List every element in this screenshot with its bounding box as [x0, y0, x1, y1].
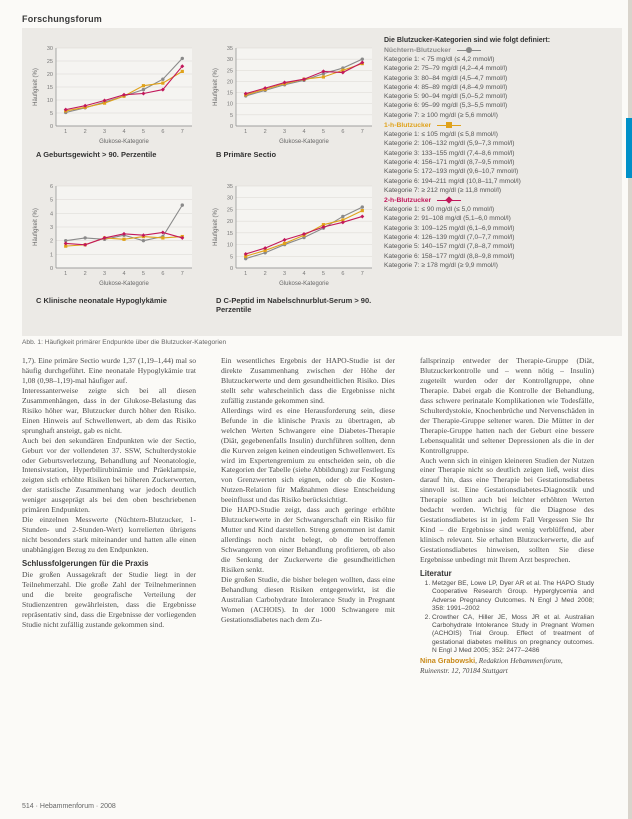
- legend-series-name: 1-h-Blutzucker: [384, 122, 432, 130]
- x-tick-label: 1: [64, 271, 68, 277]
- paragraph: Ein wesentliches Ergebnis der HAPO-Studie ist der direkte Zusammenhang zwischen der Höhe der Blutzuckerwerte und dem gesundheitlichen Risiko. Dies stellt sehr wahrscheinlich dass die Ergebnisse nicht zufällig zustande gekommen sind.: [221, 356, 395, 405]
- y-tick-label: 35: [226, 184, 233, 190]
- x-tick-label: 1: [244, 271, 248, 277]
- chart-a: [30, 42, 198, 146]
- legend-category: Kategorie 6: 194–211 mg/dl (10,8–11,7 mmol/l): [384, 177, 521, 185]
- legend-category: Kategorie 2: 106–132 mg/dl (5,9–7,3 mmol/l): [384, 140, 515, 148]
- legend-group: [384, 121, 616, 195]
- y-tick-label: 0: [49, 124, 53, 130]
- y-tick-label: 5: [229, 254, 233, 261]
- data-point: [83, 236, 86, 239]
- chart-d-caption: D C-Peptid im Nabelschnurblut-Serum > 90. Perzentile: [216, 296, 372, 314]
- x-tick-label: 2: [83, 129, 87, 135]
- legend-group-heading: [384, 46, 616, 55]
- legend-group-heading: [384, 121, 616, 130]
- y-tick-label: 2: [49, 238, 53, 245]
- paragraph: 1,7). Eine primäre Sectio wurde 1,37 (1,19–1,44) mal so häufig durchgeführt. Eine neonatale Hypoglykämie trat 1,08 (0,98–1,19)-mal häufiger auf.: [22, 356, 196, 385]
- y-axis-label: Häufigkeit (%): [213, 208, 219, 246]
- data-point: [181, 203, 184, 206]
- author-affiliation: , Redaktion Hebammenforum,: [475, 655, 563, 665]
- text-column-2: [221, 356, 395, 625]
- author-line: [420, 656, 594, 666]
- section-heading: Schlussfolgerungen für die Praxis: [22, 559, 149, 569]
- x-axis-label: Glukose-Kategorie: [279, 281, 329, 287]
- y-tick-label: 0: [229, 266, 233, 272]
- y-tick-label: 25: [226, 68, 233, 75]
- y-tick-label: 5: [229, 112, 233, 119]
- legend-category: Kategorie 7: ≥ 100 mg/dl (≥ 5,6 mmol/l): [384, 111, 498, 119]
- x-axis-label: Glukose-Kategorie: [99, 139, 149, 145]
- y-tick-label: 0: [229, 124, 233, 130]
- y-tick-label: 5: [49, 111, 53, 117]
- x-tick-label: 1: [64, 129, 68, 135]
- y-tick-label: 30: [226, 57, 233, 64]
- y-tick-label: 30: [46, 46, 53, 52]
- y-axis-label: Häufigkeit (%): [213, 68, 219, 106]
- y-tick-label: 1: [49, 252, 53, 259]
- x-tick-label: 2: [83, 271, 87, 277]
- y-tick-label: 3: [49, 225, 53, 231]
- legend-category: Kategorie 1: ≤ 105 mg/dl (≤ 5,8 mmol/l): [384, 131, 498, 139]
- author-address: Ruinenstr. 12, 70184 Stuttgart: [420, 665, 508, 675]
- data-point: [161, 82, 164, 85]
- page-footer: 514 · Hebammenforum · 2008: [22, 803, 116, 810]
- y-tick-label: 20: [226, 219, 233, 226]
- data-point: [142, 239, 145, 242]
- x-tick-label: 7: [180, 271, 184, 277]
- legend-category: Kategorie 7: ≥ 212 mg/dl (≥ 11,8 mmol/l): [384, 186, 502, 194]
- x-tick-label: 6: [161, 129, 165, 135]
- y-tick-label: 35: [226, 46, 233, 52]
- legend-category: Kategorie 7: ≥ 178 mg/dl (≥ 9,9 mmol/l): [384, 261, 498, 269]
- legend-category: Kategorie 3: 133–155 mg/dl (7,4–8,6 mmol/l): [384, 149, 515, 157]
- data-point: [161, 78, 164, 81]
- legend-category: Kategorie 4: 156–171 mg/dl (8,7–9,5 mmol/l): [384, 158, 515, 166]
- legend-category: Kategorie 3: 109–125 mg/dl (6,1–6,9 mmol/l): [384, 224, 515, 232]
- author-name: Nina Grabowski: [420, 655, 476, 665]
- paragraph: Die HAPO-Studie zeigt, dass auch geringe erhöhte Blutzuckerwerte in der Schwangerschaft ein Risiko für Mutter und Kind darstellen. Streng genommen ist damit allerdings noch nicht belegt, ob die betroffenen Schwangeren von einer Behandlung profitieren, ob also die Senkung der Zuckerwerte die gesundheitlichen Risiken senkt.: [221, 505, 395, 575]
- legend-line-swatch: [437, 200, 461, 201]
- legend-line-swatch: [437, 125, 461, 126]
- figure-caption: Abb. 1: Häufigkeit primärer Endpunkte über die Blutzucker-Kategorien: [22, 339, 227, 346]
- legend-category: Kategorie 5: 172–193 mg/dl (9,6–10,7 mmol/l): [384, 168, 519, 176]
- chart-c-caption: C Klinische neonatale Hypoglykämie: [36, 296, 167, 305]
- legend-category: Kategorie 4: 126–139 mg/dl (7,0–7,7 mmol/l): [384, 234, 515, 242]
- data-point: [181, 70, 184, 73]
- data-point: [142, 88, 145, 91]
- y-axis-label: Häufigkeit (%): [33, 208, 39, 246]
- data-point: [322, 75, 325, 78]
- chart-d: [210, 180, 378, 288]
- paragraph: Allerdings wird es eine Herausforderung sein, diese Befunde in die klinische Praxis zu übertragen, ab welchen Werten Schwangere eine Diabetes-Therapie (Diät, gegebenenfalls Insulin) durchführen sollten, denn die Kurven zeigen keinen eindeutigen Schwellenwert. Es wird im Expertengremium zu entscheiden sein, ob die Kategorien der Tabelle (siehe Abbildung) zur Festlegung von Grenzwerten sich eignen, oder ob die Kosten-Nutzen-Relation für Maßnahmen diese Entscheidung beeinflusst und das Risiko berücksichtigt.: [221, 405, 395, 505]
- x-axis-label: Glukose-Kategorie: [99, 281, 149, 287]
- reference-item: 2. Crowther CA, Hiller JE, Moss JR et al. Australian Carbohydrate Intolerance Study in Pregnant Women (ACHOIS) Trial Group. Effect of treatment of gestational diabetes mellitus on pregnancy outcomes. N Engl J Med 2005; 352: 2477–2486: [432, 614, 594, 656]
- x-tick-label: 5: [141, 271, 145, 277]
- legend-category: Kategorie 1: ≤ 90 mg/dl (≤ 5,0 mmol/l): [384, 206, 495, 214]
- y-tick-label: 25: [226, 207, 233, 214]
- reference-list: [420, 580, 594, 656]
- y-tick-label: 6: [49, 184, 53, 190]
- legend-group-heading: [384, 196, 616, 205]
- y-tick-label: 10: [226, 242, 233, 249]
- paragraph: Interessanterweise zeigte sich bei all diesen Zusammenhängen, dass in der Glukose-Belastung das Risiko höher war, Blutzucker durch höher den Risiko. Einen Hinweis auf Schwellenwert, ab dem das Risiko sprunghaft ansteigt, gab es nicht.: [22, 385, 196, 435]
- x-tick-label: 2: [263, 271, 267, 277]
- data-point: [341, 215, 344, 218]
- legend-category: Kategorie 2: 91–108 mg/dl (5,1–6,0 mmol/l): [384, 215, 511, 223]
- data-point: [122, 238, 125, 241]
- data-point: [283, 242, 286, 245]
- y-tick-label: 20: [46, 72, 53, 78]
- x-tick-label: 4: [122, 271, 126, 277]
- paragraph: Die großen Aussagekraft der Studie liegt in der Teilnehmerzahl. Die große Zahl der Teilnehmerinnen und die breite geografische Verteilung der Studienzentren gewährleisten, dass die Ergebnisse repräsentativ sind, dass die Ergebnisse der vorliegenden Studie nicht zufällig zustande gekommen sind.: [22, 570, 196, 629]
- x-tick-label: 6: [161, 271, 165, 277]
- legend-category: Kategorie 3: 80–84 mg/dl (4,5–4,7 mmol/l): [384, 74, 508, 82]
- x-tick-label: 3: [283, 271, 287, 277]
- legend-marker: [446, 122, 452, 128]
- legend-title: Die Blutzucker-Kategorien sind wie folgt definiert:: [384, 37, 551, 44]
- section-header: Forschungsforum: [22, 14, 103, 24]
- data-point: [361, 57, 364, 60]
- text-column-1: [22, 356, 196, 630]
- y-tick-label: 30: [226, 195, 233, 202]
- legend-group: [384, 196, 616, 270]
- legend-series-name: 2-h-Blutzucker: [384, 197, 432, 205]
- section-tab: [626, 118, 632, 178]
- chart-c: [30, 180, 198, 288]
- chart-b: [210, 42, 378, 146]
- legend-category: Kategorie 5: 90–94 mg/dl (5,0–5,2 mmol/l): [384, 93, 508, 101]
- legend-series-name: Nüchtern-Blutzucker: [384, 47, 451, 54]
- legend-marker: [446, 197, 453, 204]
- x-tick-label: 4: [302, 129, 306, 135]
- y-tick-label: 15: [46, 85, 53, 91]
- y-tick-label: 15: [226, 230, 233, 237]
- y-tick-label: 20: [226, 79, 233, 86]
- x-axis-label: Glukose-Kategorie: [279, 139, 329, 145]
- paragraph: Die großen Studie, die bisher belegen wollten, dass eine Behandlung diesen Risiken entgegenwirkt, ist die Australian Carbohydrate Intolerance Study in Pregnant Women (ACHOIS). In der 1000 Schwangere mit Gestationsdiabetes nach dem Zu-: [221, 574, 395, 624]
- paragraph: Auch bei den sekundären Endpunkten wie der Sectio, Geburt vor der vollendeten 37. SSW, Schulterdystokie oder Geburtsverletzung, Behandlung auf Neonatologie, Intensivstation, Hyperbilirubinämie und Präeklampsie, zeigten sich erhöhte Risiken bei höheren Zuckerwerten, der statistische Zusammenhang war jedoch deutlich weniger ausgeprägt als bei den oben beschriebenen primären Endpunkten.: [22, 435, 196, 515]
- legend-category: Kategorie 6: 95–99 mg/dl (5,3–5,5 mmol/l): [384, 102, 508, 110]
- legend-category: Kategorie 4: 85–89 mg/dl (4,8–4,9 mmol/l): [384, 83, 508, 91]
- x-tick-label: 5: [321, 271, 325, 277]
- x-tick-label: 3: [283, 129, 287, 135]
- x-tick-label: 5: [321, 129, 325, 135]
- y-tick-label: 25: [46, 59, 53, 65]
- y-tick-label: 0: [49, 266, 53, 272]
- legend-group: [384, 46, 616, 120]
- x-tick-label: 6: [341, 129, 345, 135]
- y-axis-label: Häufigkeit (%): [33, 68, 39, 106]
- paragraph: fallsprinzip entweder der Therapie-Gruppe (Diät, Blutzuckerkontrolle und – wenn nötig – Insulin) zugeteilt wurden oder der Kontrollgruppe, ohne Therapie. Dabei ergab die Kontrolle der Behandlung, dass schwere perinatale Komplikationen wie Todesfälle, Schulterdystokie, Knochenbrüche und Nervenschäden in der Therapie-Gruppe seltener waren. Die Mütter in der Therapie-Gruppe hatten nach der Geburt eine bessere Lebensqualität und seltener Depressionen als die in der Kontrollgruppe.: [420, 356, 594, 455]
- x-tick-label: 7: [360, 129, 364, 135]
- figure: [22, 28, 622, 336]
- legend-category: Kategorie 5: 140–157 mg/dl (7,8–8,7 mmol/l): [384, 243, 515, 251]
- legend-category: Kategorie 6: 158–177 mg/dl (8,8–9,8 mmol/l): [384, 252, 515, 260]
- reference-item: 1. Metzger BE, Lowe LP, Dyer AR et al. The HAPO Study Cooperative Research Group. Hyperglycemia and Adverse Pregnancy Outcomes. N Engl J Med 2008; 358: 1991–2002: [432, 580, 594, 614]
- data-point: [361, 205, 364, 208]
- chart-b-caption: B Primäre Sectio: [216, 150, 277, 159]
- data-point: [181, 57, 184, 60]
- y-tick-label: 10: [226, 101, 233, 108]
- x-tick-label: 2: [263, 129, 267, 135]
- x-tick-label: 7: [360, 271, 364, 277]
- x-tick-label: 6: [341, 271, 345, 277]
- y-tick-label: 5: [49, 197, 53, 204]
- section-heading: Literatur: [420, 569, 452, 579]
- x-tick-label: 5: [141, 129, 145, 135]
- x-tick-label: 3: [103, 129, 107, 135]
- y-tick-label: 15: [226, 90, 233, 97]
- legend-category: Kategorie 2: 75–79 mg/dl (4,2–4,4 mmol/l): [384, 65, 508, 73]
- legend-category: Kategorie 1: < 75 mg/dl (≤ 4,2 mmol/l): [384, 56, 495, 63]
- x-tick-label: 3: [103, 271, 107, 277]
- x-tick-label: 1: [244, 129, 248, 135]
- paragraph: Die einzelnen Messwerte (Nüchtern-Blutzucker, 1-Stunden- und 2-Stunden-Wert) korrelierten übrigens nicht besonders stark miteinander und hatten alle einen unabhängigen Bezug zu den Endpunkten.: [22, 515, 196, 555]
- legend: [384, 36, 616, 270]
- plot-area: [236, 48, 372, 126]
- y-tick-label: 10: [46, 98, 53, 104]
- x-tick-label: 4: [302, 271, 306, 277]
- data-point: [161, 236, 164, 239]
- data-point: [142, 84, 145, 87]
- y-tick-label: 4: [49, 211, 53, 218]
- x-tick-label: 4: [122, 129, 126, 135]
- legend-line-swatch: [457, 50, 481, 51]
- legend-marker: [466, 47, 472, 53]
- paragraph: Auch wenn sich in einigen kleineren Studien der Nutzen einer Therapie nicht so deutlich zeigen ließ, weist dies darauf hin, dass eine Therapie bei Gestationsdiabetes sinnvoll ist. Eine Gestationsdiabetes-Diagnostik und Therapie sollten auch bei leichter erhöhten Werten bedacht werden. Wichtig für die Diagnose des Gestationsdiabetes ist in jedem Fall Vergessen Sie Ihr Kind – die Ergebnisse sind wenig verblüffend, aber klinisch relevant. Sie erhalten Blutzuckerwerte, die auf Gestationsdiabetes hinweisen, sollten Sie diese Ergebnisse unbedingt mit Ihrem Arzt besprechen.: [420, 455, 594, 565]
- data-point: [361, 209, 364, 212]
- chart-a-caption: A Geburtsgewicht > 90. Perzentile: [36, 150, 157, 159]
- text-column-3: [420, 356, 594, 676]
- x-tick-label: 7: [180, 129, 184, 135]
